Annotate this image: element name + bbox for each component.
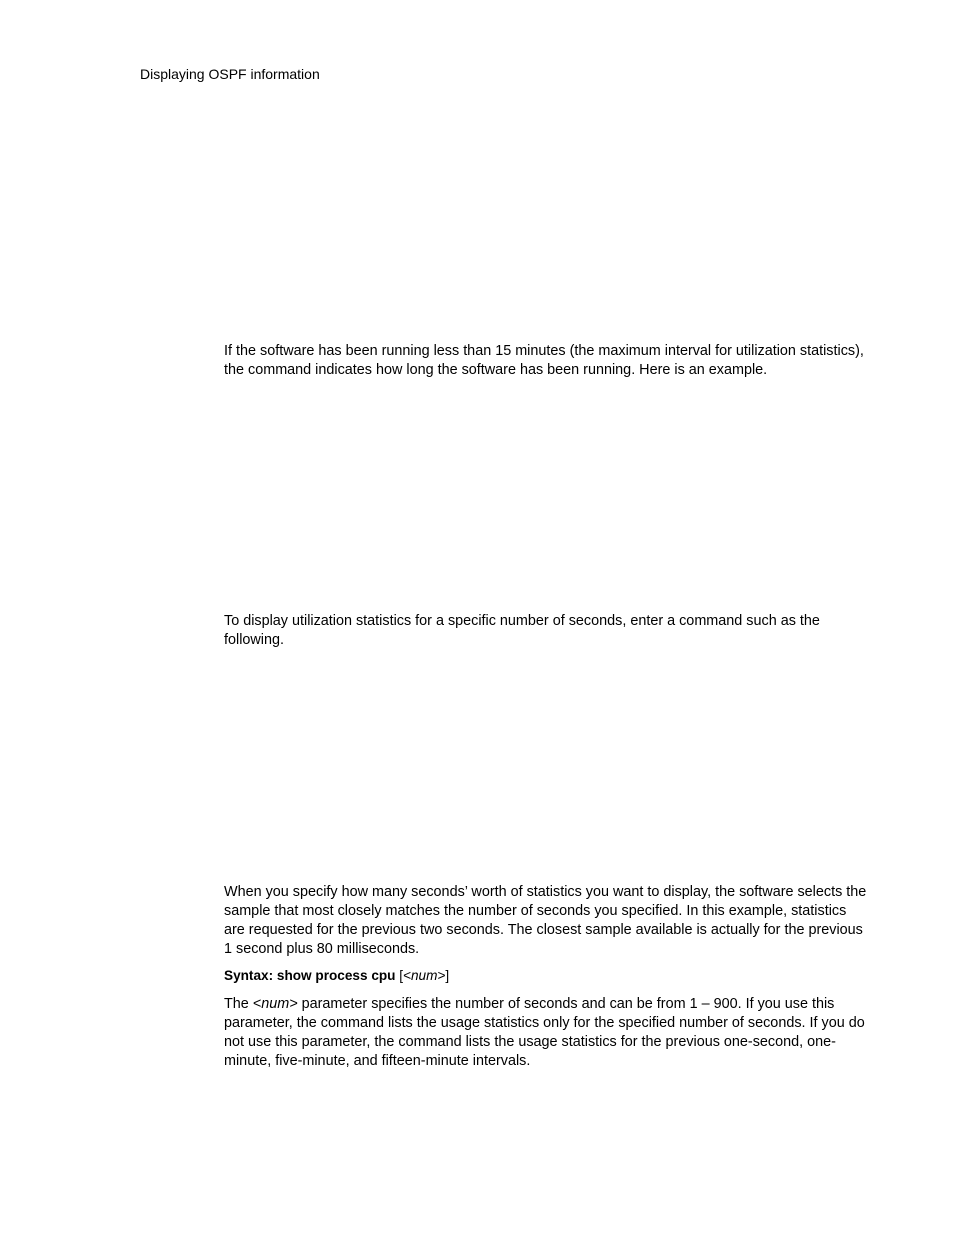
param-desc-post: parameter specifies the number of seconds and can be from 1 – 900. If you use this parameter, the command lists the usage statistics only for the specified number of seconds. If you do not use this parameter, the command lists the usage statistics for the previous one-second, one-minute, five-minute, and fifteen-minute intervals.	[224, 996, 865, 1069]
paragraph-uptime-note: If the software has been running less than 15 minutes (the maximum interval for utilization statistics), the command indicates how long the software has been running. Here is an example.	[224, 343, 864, 378]
syntax-bracket-close: ]	[445, 968, 450, 983]
paragraph-sample-explanation: When you specify how many seconds’ worth of statistics you want to display, the software selects the sample that most closely matches the number of seconds you specified. In this example, statistics are requested for the previous two seconds. The closest sample available is actually for the previous 1 second plus 80 milliseconds.	[224, 884, 867, 957]
syntax-param: <num>	[403, 968, 446, 983]
param-desc-param: <num>	[252, 996, 298, 1012]
syntax-line	[224, 967, 870, 985]
syntax-command: Syntax: show process cpu	[224, 968, 396, 983]
syntax-bracket-open: [	[395, 968, 404, 983]
running-header: Displaying OSPF information	[140, 66, 320, 82]
paragraph-param-description	[224, 995, 870, 1071]
paragraph-specific-seconds: To display utilization statistics for a specific number of seconds, enter a command such as the following.	[224, 613, 820, 648]
param-desc-pre: The	[224, 996, 253, 1012]
